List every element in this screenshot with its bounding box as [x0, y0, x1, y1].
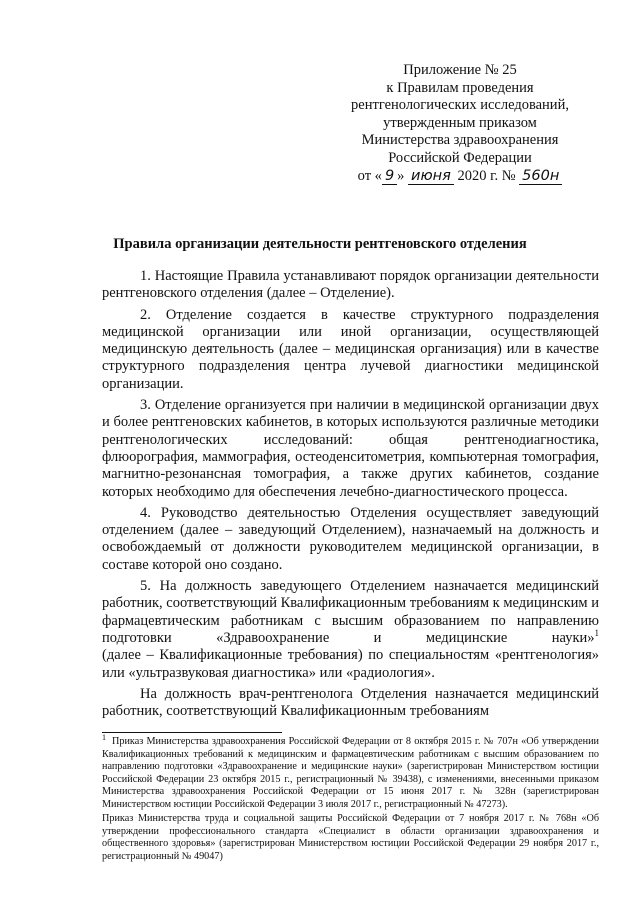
paragraph-5 — [102, 578, 599, 647]
footnote-1-text: Приказ Министерства здравоохранения Российской Федерации от 8 октября 2015 г. № 707н «Об утверждении Квалификационных требований к медицинским и фармацевтическим работникам с высшим образованием по направлению подготовки «Здравоохранение и медицинские науки» (зарегистрирован Министерством юстиции Российской Федерации 23 октября 2015 г., регистрационный № 39438), с изменениями, внесенными приказом Министерства здравоохранения Российской Федерации от 15 июня 2017 г. № 328н (зарегистрирован Министерством юстиции Российской Федерации 3 июля 2017 г., регистрационный № 47273). — [102, 736, 599, 810]
paragraph-6: На должность врач-рентгенолога Отделения назначается медицинский работник, соответствующий Квалификационным требованиям — [102, 685, 599, 720]
paragraph-5-text: 5. На должность заведующего Отделением назначается медицинский работник, соответствующий Квалификационным требованиям к медицинским и фармацевтическим работникам с высшим образованием по направлению подготовки «Здравоохранение и медицинские науки» — [102, 578, 599, 646]
handwritten-order-number: 560н — [519, 169, 562, 185]
footnote-marker: 1 — [102, 732, 106, 742]
paragraph-3: 3. Отделение организуется при наличии в медицинской организации двух и более рентгеновских кабинетов, в которых используются различные методики рентгенологических исследований: общая рентгенодиагностика, флюорография, маммография, остеоденситометрия, компьютерная томография, магнитно-резонансная томография, а также других кабинетов, создание которых необходимо для обеспечения лечебно-диагностического процесса. — [102, 397, 599, 500]
date-prefix: от « — [357, 167, 382, 184]
header-line-research: рентгенологических исследований, — [351, 97, 569, 114]
handwritten-month: июня — [408, 169, 454, 185]
footnote-1 — [102, 732, 599, 811]
appendix-header — [330, 62, 590, 185]
footnote-divider — [102, 732, 282, 733]
header-date-line — [330, 168, 590, 186]
appendix-number: Приложение № 25 — [403, 62, 517, 78]
paragraph-1: 1. Настоящие Правила устанавливают порядок организации деятельности рентгеновского отделения (далее – Отделение). — [102, 268, 599, 302]
header-line-rules: к Правилам проведения — [386, 79, 534, 96]
paragraph-5-continued: (далее – Квалификационные требования) по специальностям «рентгенология» или «ультразвуковая диагностика» или «радиология». — [102, 647, 599, 681]
date-mid: » — [397, 167, 405, 184]
footnote-ref: 1 — [594, 628, 599, 639]
document-body — [102, 268, 599, 724]
footnote-1-continued: Приказ Министерства труда и социальной защиты Российской Федерации от 7 ноября 2017 г. № 768н «Об утверждении профессионального стандарта «Специалист в области организации здравоохранения и общественного здоровья» (зарегистрирован Министерством юстиции Российской Федерации 29 ноября 2017 г., регистрационный № 49047) — [102, 813, 599, 862]
date-year: 2020 г. № — [457, 167, 516, 184]
header-line-ministry: Министерства здравоохранения — [361, 132, 559, 149]
header-line-approved: утвержденным приказом — [383, 114, 537, 131]
header-line-federation: Российской Федерации — [388, 149, 532, 166]
footnotes — [102, 732, 599, 865]
paragraph-4: 4. Руководство деятельностью Отделения осуществляет заведующий отделением (далее – заведующий Отделением), назначаемый на должность и освобождаемый от должности руководителем медицинской организации, в составе которой оно создано. — [102, 504, 599, 573]
document-title: Правила организации деятельности рентгеновского отделения — [113, 236, 527, 252]
handwritten-day: 9 — [382, 169, 397, 185]
paragraph-2: 2. Отделение создается в качестве структурного подразделения медицинской организации или иной организации, осуществляющей медицинскую деятельность (далее – медицинская организация) или в качестве структурного подразделения центра лучевой диагностики медицинской организации. — [102, 306, 599, 392]
